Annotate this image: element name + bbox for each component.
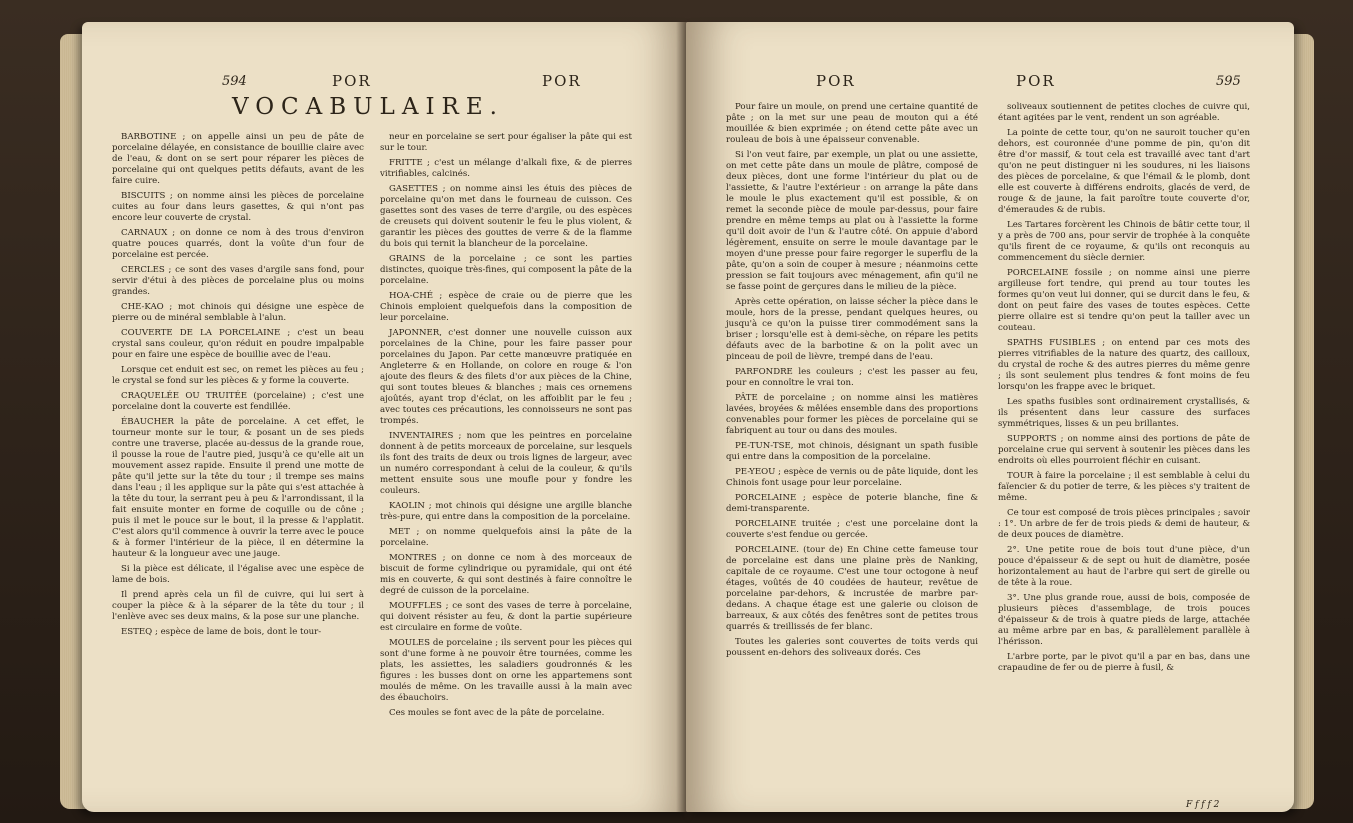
right-page-column-2 xyxy=(998,102,1250,678)
paragraph: TOUR à faire la porcelaine ; il est semblable à celui du faïencier & du potier de terre, & les pièces s'y traitent de même. xyxy=(998,471,1250,503)
paragraph: CRAQUELÉE OU TRUITÉE (porcelaine) ; c'est une porcelaine dont la couverte est fendillée. xyxy=(112,391,364,412)
paragraph: PARFONDRE les couleurs ; c'est les passer au feu, pour en connoître le vrai ton. xyxy=(726,367,978,388)
paragraph: ÉBAUCHER la pâte de porcelaine. A cet effet, le tourneur monte sur le tour, & posant un de ses pieds contre une traverse, placée au-dessus de la grande roue, il pousse la roue de l'autre pied, jusqu'à ce qu'elle ait un mouvement assez rapide. Ensuite il prend une motte de pâte qu'il jette sur la tête du tour ; il trempe ses mains dans l'eau ; il les applique sur la pâte qui s'est attachée à la tête du tour, la serrant peu à peu & l'arrondissant, il la fait ensuite monter en forme de coquille ou de cône ; puis il met le pouce sur le bout, il la presse & l'applatit. C'est alors qu'il commence à ouvrir la terre avec le pouce & à former l'intérieur de la pièce, il en détermine la hauteur & la longueur avec une jauge. xyxy=(112,417,364,559)
paragraph: INVENTAIRES ; nom que les peintres en porcelaine donnent à de petits morceaux de porcelaine, sur lesquels ils font des traits de deux ou trois lignes de largeur, avec un numéro correspondant à celui de la couleur, & qu'ils mettent ensuite sous une moufle pour y fondre les couleurs. xyxy=(380,431,632,496)
paragraph: PORCELAINE truitée ; c'est une porcelaine dont la couverte s'est fendue ou gercée. xyxy=(726,519,978,540)
paragraph: Lorsque cet enduit est sec, on remet les pièces au feu ; le crystal se fond sur les pièces & y forme la couverte. xyxy=(112,365,364,386)
paragraph: ESTEQ ; espèce de lame de bois, dont le tour- xyxy=(121,627,322,637)
paragraph: KAOLIN ; mot chinois qui désigne une argille blanche très-pure, qui entre dans la composition de la porcelaine. xyxy=(380,501,632,522)
paragraph: Les spaths fusibles sont ordinairement crystallisés, & ils présentent dans leur cassure des surfaces symmétriques, lisses & un peu brillantes. xyxy=(998,397,1250,429)
paragraph: L'arbre porte, par le pivot qu'il a par en bas, dans une crapaudine de fer ou de pierre à fusil, & xyxy=(998,652,1250,673)
paragraph: SPATHS FUSIBLES ; on entend par ces mots des pierres vitrifiables de la nature des quartz, des cailloux, du crystal de roche & des autres pierres du même genre ; ils sont seulement plus tendres & font moins de feu lorsqu'on les frappe avec le briquet. xyxy=(998,338,1250,392)
paragraph: CARNAUX ; on donne ce nom à des trous d'environ quatre pouces quarrés, dont la voûte d'un four de porcelaine est percée. xyxy=(112,228,364,260)
paragraph: FRITTE ; c'est un mélange d'alkali fixe, & de pierres vitrifiables, calcinés. xyxy=(380,158,632,179)
paragraph: MONTRES ; on donne ce nom à des morceaux de biscuit de forme cylindrique ou pyramidale, qui ont été mis en couverte, & qui sont destinés à faire connoître le degré de cuisson de la porcelaine. xyxy=(380,553,632,596)
paragraph: JAPONNER, c'est donner une nouvelle cuisson aux porcelaines de la Chine, pour les faire passer pour porcelaines du Japon. Par cette manœuvre pratiquée en Angleterre & en Hollande, on colore en rouge & l'on ajoute des fleurs & des filets d'or aux pièces de la Chine, qui sont toutes bleues & blanches ; mais ces ornemens ajoûtés, ayant trop d'éclat, on les affoiblit par le feu ; avec toutes ces précautions, les connoisseurs ne sont pas trompés. xyxy=(380,328,632,426)
left-page xyxy=(82,22,690,812)
paragraph: Pour faire un moule, on prend une certaine quantité de pâte ; on la met sur une peau de mouton qui a été mouillée & bien exprimée ; on étend cette pâte avec un rouleau de bois à une épaisseur convenable. xyxy=(726,102,978,145)
paragraph: HOA-CHÉ ; espèce de craie ou de pierre que les Chinois emploient quelquefois dans la composition de leur porcelaine. xyxy=(380,291,632,323)
page-number-right: 595 xyxy=(1216,74,1241,89)
paragraph: PORCELAINE fossile ; on nomme ainsi une pierre argilleuse fort tendre, qui prend au tour toutes les formes qu'on veut lui donner, qui se durcit dans le feu, & dont on peut faire des vases de toutes espèces. Cette pierre ollaire est si tendre qu'on peut la tailler avec un couteau. xyxy=(998,268,1250,333)
paragraph: BISCUITS ; on nomme ainsi les pièces de porcelaine cuites au four dans leurs gasettes, & qui n'ont pas encore leur couverte de crystal. xyxy=(112,191,364,223)
paragraph: PÂTE de porcelaine ; on nomme ainsi les matières lavées, broyées & mêlées ensemble dans des proportions convenables pour former les pièces de porcelaine qui se fabriquent au tour ou dans des moules. xyxy=(726,393,978,436)
section-heading: VOCABULAIRE. xyxy=(232,94,504,120)
paragraph: Après cette opération, on laisse sécher la pièce dans le moule, hors de la presse, pendant quelques heures, ou jusqu'à ce qu'on la puisse tirer commodément sans la briser ; lorsqu'elle est à demi-sèche, on répare les petits défauts avec de la barbotine & on la polit avec un pinceau de poil de lièvre, trempé dans de l'eau. xyxy=(726,297,978,362)
paragraph: Si l'on veut faire, par exemple, un plat ou une assiette, on met cette pâte dans un moule de plâtre, composé de deux pièces, dont une forme l'intérieur du plat ou de l'assiette, & l'autre l'extérieur : on arrange la pâte dans le moule le plus exactement qu'il est possible, & on remet la seconde pièce de moule par-dessus, pour faire prendre en même temps au plat ou à l'assiette la forme qu'il doit avoir de l'un & l'autre côté. On appuie d'abord légèrement, ensuite on serre le moule davantage par le moyen d'une presse pour faire regorger le superflu de la pâte, qu'on a soin de couper à mesure ; néanmoins cette pression se fait toujours avec ménagement, afin qu'il ne se fasse point de gerçures dans le milieu de la pièce. xyxy=(726,150,978,292)
paragraph: MOULES de porcelaine ; ils servent pour les pièces qui sont d'une forme à ne pouvoir être tournées, comme les plats, les assiettes, les saladiers goudronnés & les figures : les busses dont on orne les appartemens sont moulés de même. On les travaille aussi à la main avec des ébauchoirs. xyxy=(380,638,632,703)
paragraph: COUVERTE DE LA PORCELAINE ; c'est un beau crystal sans couleur, qu'on réduit en poudre impalpable pour en faire une espèce de bouillie avec de l'eau. xyxy=(112,328,364,360)
right-page xyxy=(686,22,1294,812)
paragraph: PORCELAINE ; espèce de poterie blanche, fine & demi-transparente. xyxy=(726,493,978,514)
paragraph: MOUFFLES ; ce sont des vases de terre à porcelaine, qui doivent résister au feu, & dont la partie supérieure est circulaire en forme de voûte. xyxy=(380,601,632,633)
running-head-right-1: POR xyxy=(816,72,856,90)
paragraph: 3°. Une plus grande roue, aussi de bois, composée de plusieurs pièces d'assemblage, de trois pouces d'épaisseur & de trois à quatre pieds de large, attachée au même arbre par en bas, & parallèlement parallèle à l'hérisson. xyxy=(998,593,1250,647)
paragraph: Il prend après cela un fil de cuivre, qui lui sert à couper la pièce & à la séparer de la tête du tour ; il l'enlève avec ses deux mains, & la pose sur une planche. xyxy=(112,590,364,622)
paragraph: soliveaux soutiennent de petites cloches de cuivre qui, étant agitées par le vent, rendent un son agréable. xyxy=(998,102,1250,123)
left-page-column-1 xyxy=(112,132,364,642)
paragraph: CHE-KAO ; mot chinois qui désigne une espèce de pierre ou de minéral semblable à l'alun. xyxy=(112,302,364,323)
paragraph: BARBOTINE ; on appelle ainsi un peu de pâte de porcelaine délayée, en consistance de bouillie claire avec de l'eau, & dont on se sert pour réparer les pièces de porcelaine qui ont quelques petits défauts, avant de les faire cuire. xyxy=(112,132,364,186)
right-page-column-1 xyxy=(726,102,978,663)
running-head-left-2: POR xyxy=(542,72,582,90)
paragraph: MET ; on nomme quelquefois ainsi la pâte de la porcelaine. xyxy=(380,527,632,548)
paragraph: PORCELAINE. (tour de) En Chine cette fameuse tour de porcelaine est dans une plaine près de Nanking, capitale de ce royaume. C'est une tour octogone à neuf étages, voûtés de 40 coudées de hauteur, revêtue de porcelaine par-dehors, & incrustée de marbre par-dedans. A chaque étage est une galerie ou cloison de barreaux, & aux côtés des fenêtres sont de petites trous quarrés & treillissés de fer blanc. xyxy=(726,545,978,632)
signature-mark: F f f f 2 xyxy=(1186,800,1220,810)
paragraph: SUPPORTS ; on nomme ainsi des portions de pâte de porcelaine crue qui servent à soutenir les pièces dans les endroits où elles pourroient fléchir en cuisant. xyxy=(998,434,1250,466)
running-head-right-2: POR xyxy=(1016,72,1056,90)
paragraph: GASETTES ; on nomme ainsi les étuis des pièces de porcelaine qu'on met dans le fourneau de cuisson. Ces gasettes sont des vases de terre d'argile, ou des espèces de creusets qui doivent soutenir le feu le plus violent, & garantir les pièces des gouttes de verre & de la flamme du bois qui ternit la blancheur de la porcelaine. xyxy=(380,184,632,249)
running-head-left-1: POR xyxy=(332,72,372,90)
paragraph: 2°. Une petite roue de bois tout d'une pièce, d'un pouce d'épaisseur & de sept ou huit de diamètre, posée horizontalement au haut de l'arbre qui sert de girelle ou de tête à la roue. xyxy=(998,545,1250,588)
paragraph: PE-YEOU ; espèce de vernis ou de pâte liquide, dont les Chinois font usage pour leur porcelaine. xyxy=(726,467,978,488)
page-number-left: 594 xyxy=(222,74,247,89)
paragraph: neur en porcelaine se sert pour égaliser la pâte qui est sur le tour. xyxy=(380,132,632,153)
paragraph: Toutes les galeries sont couvertes de toits verds qui poussent en-dehors des soliveaux dorés. Ces xyxy=(726,637,978,658)
paragraph: GRAINS de la porcelaine ; ce sont les parties distinctes, quoique très-fines, qui composent la pâte de la porcelaine. xyxy=(380,254,632,286)
paragraph: PE-TUN-TSE, mot chinois, désignant un spath fusible qui entre dans la composition de la porcelaine. xyxy=(726,441,978,462)
paragraph: Ce tour est composé de trois pièces principales ; savoir : 1°. Un arbre de fer de trois pieds & demi de hauteur, & de deux pouces de diamètre. xyxy=(998,508,1250,540)
paragraph: CERCLES ; ce sont des vases d'argile sans fond, pour servir d'étui à des pièces de porcelaine plus ou moins grandes. xyxy=(112,265,364,297)
left-page-column-2 xyxy=(380,132,632,723)
paragraph: La pointe de cette tour, qu'on ne sauroit toucher qu'en dehors, est couronnée d'une pomme de pin, qu'on dit être d'or massif, & tout cela est travaillé avec tant d'art qu'on ne peut distinguer ni les soudures, ni les liaisons des pièces de porcelaine, & que l'émail & le plomb, dont elle est couverte à différens endroits, glacés de verd, de rouge & de jaune, la fait paroître toute couverte d'or, d'émeraudes & de rubis. xyxy=(998,128,1250,215)
paragraph: Si la pièce est délicate, il l'égalise avec une espèce de lame de bois. xyxy=(112,564,364,585)
paragraph: Ces moules se font avec de la pâte de porcelaine. xyxy=(389,708,605,718)
paragraph: Les Tartares forcèrent les Chinois de bâtir cette tour, il y a près de 700 ans, pour servir de trophée à la conquête qu'ils firent de ce royaume, & qu'ils ont reconquis au commencement du siècle dernier. xyxy=(998,220,1250,263)
